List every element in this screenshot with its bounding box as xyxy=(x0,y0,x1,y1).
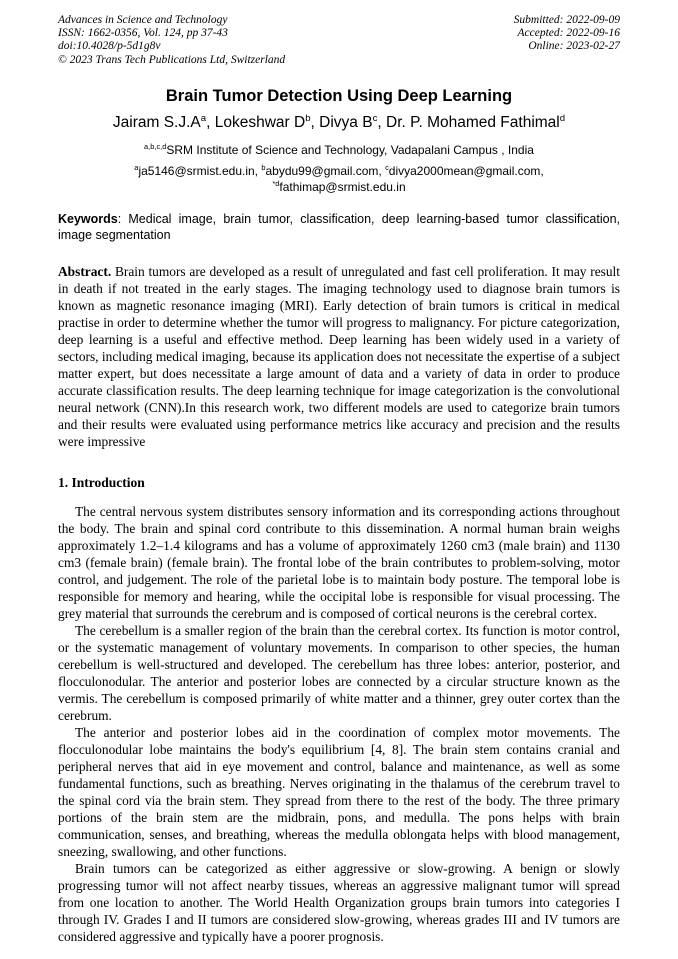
keywords-text: : Medical image, brain tumor, classification, deep learning-based tumor classification, image segmentation xyxy=(58,211,620,243)
intro-paragraph: The anterior and posterior lobes aid in the coordination of complex motor movements. The flocculonodular lobe maintains the body's equilibrium [4, 8]. The brain stem contains cranial and peripheral nerves that aid in eye movement and control, balance and maintenance, as well as some fundamental functions, such as breathing. Nerves originating in the thalamus of the cerebrum travel to the spinal cord via the brain stem. They spread from there to the rest of the body. The three primary portions of the brain stem are the midbrain, pons, and medulla. The pons helps with brain communication, senses, and breathing, whereas the medulla oblongata helps with blood management, sneezing, swallowing, and other functions. xyxy=(58,724,620,859)
accepted-date: Accepted: 2022-09-16 xyxy=(517,27,620,40)
keywords-label: Keywords xyxy=(58,211,118,226)
section-heading-introduction: 1. Introduction xyxy=(58,474,145,490)
email-address: ja5146@srmist.edu.in, xyxy=(138,163,262,178)
author-name: Dr. P. Mohamed Fathimal xyxy=(386,113,560,131)
submitted-date: Submitted: 2022-09-09 xyxy=(513,14,620,26)
abstract-label: Abstract. xyxy=(58,263,112,279)
email-superscript: *d xyxy=(272,179,280,189)
author-superscript: a xyxy=(200,112,207,124)
email-superscript: b xyxy=(261,162,266,172)
affiliation-line xyxy=(58,143,620,158)
online-date: Online: 2023-02-27 xyxy=(528,40,620,53)
email-address: fathimap@srmist.edu.in xyxy=(279,180,406,195)
paper-title: Brain Tumor Detection Using Deep Learning xyxy=(165,86,513,105)
issn-line: ISSN: 1662-0356, Vol. 124, pp 37-43 xyxy=(58,27,228,40)
author-superscript: d xyxy=(559,112,566,124)
emails-block xyxy=(58,163,620,196)
author-separator: , xyxy=(310,113,320,131)
intro-paragraph: The cerebellum is a smaller region of the brain than the cerebral cortex. Its function is motor control, or the systematic management of voluntary movements. In comparison to other species, the human cerebellum is well-structured and developed. The cerebellum has three lobes: anterior, posterior, and flocculonodular. The anterior and posterior lobes are connected by a circular structure known as the vermis. The cerebellum is composed primarily of white matter and a thinner, grey outer cortex than the cerebrum. xyxy=(58,622,620,723)
author-separator: , xyxy=(206,113,215,131)
affiliation-superscript: a,b,c,d xyxy=(144,141,167,151)
author-name: Divya B xyxy=(319,113,373,131)
author-name: Jairam S.J.A xyxy=(112,113,201,131)
email-line-1 xyxy=(58,163,620,180)
doi-line: doi:10.4028/p-5d1g8v xyxy=(58,40,161,53)
email-superscript: c xyxy=(385,162,389,172)
keywords-block xyxy=(58,211,620,244)
page-header xyxy=(58,14,620,67)
email-superscript: a xyxy=(134,162,139,172)
author-name: Lokeshwar D xyxy=(214,113,306,131)
email-line-2 xyxy=(58,179,620,196)
abstract-text: Brain tumors are developed as a result of unregulated and fast cell proliferation. It may result in death if not treated in the early stages. The imaging technology used to diagnose brain tumors is known as magnetic resonance imaging (MRI). Early detection of brain tumors is critical in medical practise in order to determine whether the tumor will progress to malignancy. For picture categorization, deep learning is a useful and effective method. Deep learning has been widely used in a variety of sectors, including medical imaging, because its application does not necessitate the expertise of a subject matter expert, but does necessitate a large amount of data and a variety of data in order to produce accurate classification results. The deep learning technique for image categorization is the convolutional neural network (CNN).In this research work, two different models are used to categorize brain tumors and their results were evaluated using performance metrics like accuracy and precision and the results were impressive xyxy=(58,263,620,449)
introduction-body xyxy=(58,503,620,945)
abstract-block xyxy=(58,263,620,450)
author-superscript: b xyxy=(305,112,311,124)
author-separator: , xyxy=(377,113,386,131)
authors-line xyxy=(58,113,620,132)
email-address: divya2000mean@gmail.com, xyxy=(388,163,544,178)
copyright-line: © 2023 Trans Tech Publications Ltd, Switzerland xyxy=(58,53,286,66)
author-superscript: c xyxy=(372,112,378,124)
affiliation-text: SRM Institute of Science and Technology, Vadapalani Campus , India xyxy=(166,142,534,157)
intro-paragraph: Brain tumors can be categorized as either aggressive or slow-growing. A benign or slowly progressing tumor will not affect nearby tissues, whereas an aggressive malignant tumor will spread from one location to another. The World Health Organization groups brain tumors into categories I through IV. Grades I and II tumors are considered slow-growing, whereas grades III and IV tumors are considered aggressive and typically have a poorer prognosis. xyxy=(58,860,620,944)
journal-name: Advances in Science and Technology xyxy=(58,14,228,26)
email-address: abydu99@gmail.com, xyxy=(265,163,386,178)
submission-dates xyxy=(514,14,620,67)
journal-info xyxy=(58,14,285,67)
intro-paragraph: The central nervous system distributes sensory information and its corresponding actions throughout the body. The brain and spinal cord contribute to this dissemination. A normal human brain weighs approximately 1.2–1.4 kilograms and has a volume of approximately 1260 cm3 (male brain) and 1130 cm3 (female brain) (female brain). The frontal lobe of the brain contributes to problem-solving, motor control, and judgement. The role of the parietal lobe is to maintain body posture. The temporal lobe is responsible for memory and hearing, while the occipital lobe is responsible for visual processing. The grey material that surrounds the cerebrum and is composed of cortical neurons is the cerebral cortex. xyxy=(58,503,620,621)
